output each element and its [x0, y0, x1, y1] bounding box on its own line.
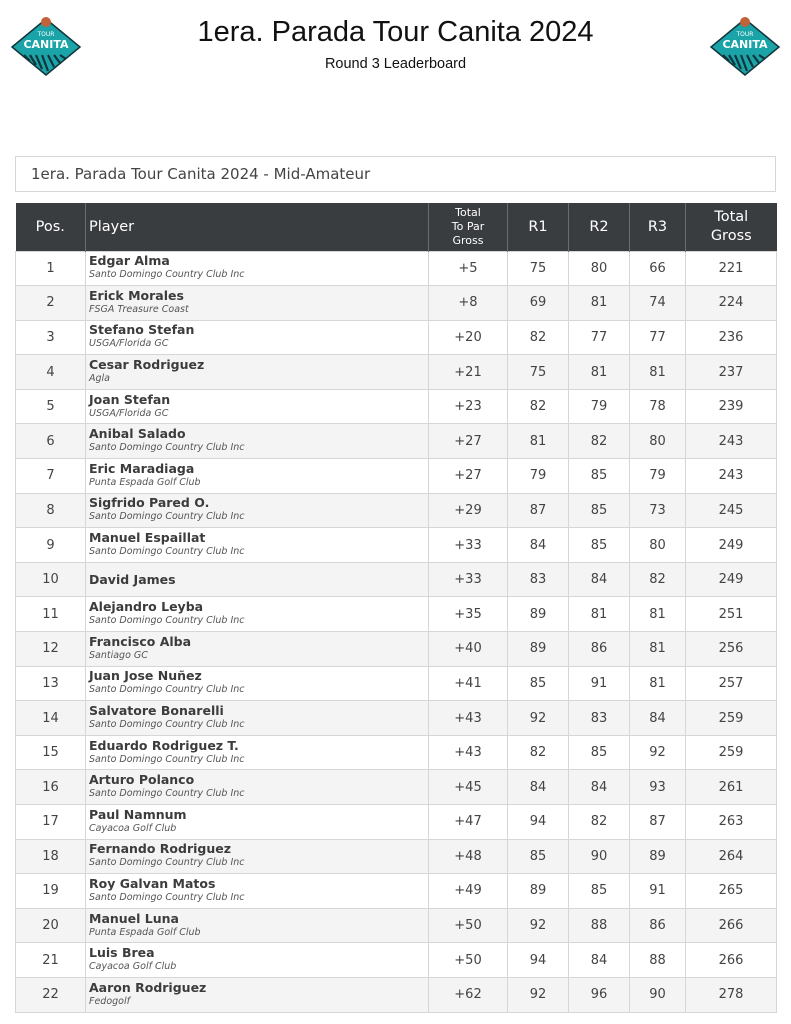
- table-row: [16, 251, 777, 286]
- r1-cell: 92: [508, 977, 569, 1012]
- player-name: Eduardo Rodriguez T.: [89, 737, 239, 753]
- total-to-par-cell: +27: [429, 459, 508, 494]
- player-club: FSGA Treasure Coast: [89, 303, 189, 315]
- total-gross-cell: 265: [686, 874, 777, 909]
- total-gross-cell: 251: [686, 597, 777, 632]
- r1-cell: 84: [508, 528, 569, 563]
- player-club: Fedogolf: [89, 995, 130, 1007]
- player-cell: [86, 666, 429, 701]
- player-name: Francisco Alba: [89, 633, 192, 649]
- total-gross-cell: 245: [686, 493, 777, 528]
- r2-cell: 86: [569, 632, 630, 667]
- position-cell: 13: [16, 666, 86, 701]
- r1-cell: 82: [508, 735, 569, 770]
- player-club: Santo Domingo Country Club Inc: [89, 753, 245, 765]
- player-name: Erick Morales: [89, 287, 184, 303]
- player-cell: [86, 943, 429, 978]
- r1-cell: 92: [508, 908, 569, 943]
- logo-small-text: TOUR: [37, 31, 55, 38]
- position-cell: 19: [16, 874, 86, 909]
- total-to-par-cell: +40: [429, 632, 508, 667]
- r1-cell: 75: [508, 251, 569, 286]
- r1-cell: 89: [508, 874, 569, 909]
- position-cell: 8: [16, 493, 86, 528]
- table-row: [16, 805, 777, 840]
- r1-cell: 94: [508, 805, 569, 840]
- total-to-par-cell: +50: [429, 943, 508, 978]
- player-cell: [86, 389, 429, 424]
- total-gross-cell: 259: [686, 735, 777, 770]
- leaderboard-table: [15, 203, 777, 1013]
- player-club: Santo Domingo Country Club Inc: [89, 511, 245, 523]
- position-cell: 16: [16, 770, 86, 805]
- player-cell: [86, 459, 429, 494]
- player-club: USGA/Florida GC: [89, 407, 169, 419]
- player-club: Cayacoa Golf Club: [89, 822, 177, 834]
- position-cell: 22: [16, 977, 86, 1012]
- total-to-par-cell: +62: [429, 977, 508, 1012]
- player-club: Santo Domingo Country Club Inc: [89, 546, 245, 558]
- total-gross-cell: 224: [686, 286, 777, 321]
- r2-cell: 82: [569, 424, 630, 459]
- table-row: [16, 286, 777, 321]
- r2-cell: 81: [569, 286, 630, 321]
- table-row: [16, 597, 777, 632]
- r2-cell: 90: [569, 839, 630, 874]
- total-gross-cell: 239: [686, 389, 777, 424]
- player-club: Santo Domingo Country Club Inc: [89, 684, 245, 696]
- total-gross-cell: 257: [686, 666, 777, 701]
- total-to-par-cell: +33: [429, 528, 508, 563]
- player-cell: [86, 632, 429, 667]
- player-club: Santo Domingo Country Club Inc: [89, 719, 245, 731]
- table-row: [16, 632, 777, 667]
- table-row: [16, 562, 777, 597]
- total-to-par-cell: +35: [429, 597, 508, 632]
- position-cell: 17: [16, 805, 86, 840]
- table-row: [16, 459, 777, 494]
- total-gross-cell: 256: [686, 632, 777, 667]
- r1-cell: 83: [508, 562, 569, 597]
- r3-cell: 79: [630, 459, 686, 494]
- table-row: [16, 874, 777, 909]
- r3-cell: 84: [630, 701, 686, 736]
- header-topar-line1: Total: [455, 205, 481, 219]
- page-title: 1era. Parada Tour Canita 2024: [197, 16, 594, 48]
- player-name: Paul Namnum: [89, 806, 187, 822]
- table-row: [16, 908, 777, 943]
- header-pos: Pos.: [16, 203, 86, 251]
- header-total-to-par: [429, 203, 508, 251]
- player-name: Arturo Polanco: [89, 772, 195, 788]
- header-gross-line2: Gross: [710, 227, 752, 244]
- r2-cell: 85: [569, 528, 630, 563]
- total-to-par-cell: +8: [429, 286, 508, 321]
- position-cell: 2: [16, 286, 86, 321]
- r2-cell: 84: [569, 770, 630, 805]
- r3-cell: 81: [630, 666, 686, 701]
- player-name: Manuel Luna: [89, 910, 179, 926]
- total-to-par-cell: +50: [429, 908, 508, 943]
- total-gross-cell: 264: [686, 839, 777, 874]
- r3-cell: 81: [630, 597, 686, 632]
- r3-cell: 74: [630, 286, 686, 321]
- r2-cell: 82: [569, 805, 630, 840]
- position-cell: 12: [16, 632, 86, 667]
- r2-cell: 79: [569, 389, 630, 424]
- player-name: Sigfrido Pared O.: [89, 495, 210, 511]
- header-r1: R1: [508, 203, 569, 251]
- position-cell: 4: [16, 355, 86, 390]
- player-cell: [86, 355, 429, 390]
- total-gross-cell: 266: [686, 908, 777, 943]
- position-cell: 1: [16, 251, 86, 286]
- table-row: [16, 943, 777, 978]
- player-cell: [86, 424, 429, 459]
- table-row: [16, 977, 777, 1012]
- player-name: Luis Brea: [89, 945, 155, 961]
- table-row: [16, 389, 777, 424]
- player-name: Manuel Espaillat: [89, 530, 206, 546]
- player-cell: [86, 839, 429, 874]
- table-row: [16, 701, 777, 736]
- r1-cell: 75: [508, 355, 569, 390]
- position-cell: 6: [16, 424, 86, 459]
- page-header: [0, 0, 791, 100]
- player-cell: [86, 251, 429, 286]
- r3-cell: 81: [630, 632, 686, 667]
- total-gross-cell: 243: [686, 424, 777, 459]
- r2-cell: 80: [569, 251, 630, 286]
- total-to-par-cell: +43: [429, 701, 508, 736]
- player-club: Santo Domingo Country Club Inc: [89, 891, 245, 903]
- player-cell: [86, 701, 429, 736]
- player-name: Cesar Rodriguez: [89, 357, 205, 373]
- player-club: Santiago GC: [89, 649, 148, 661]
- r2-cell: 84: [569, 562, 630, 597]
- header-topar-line2: To Par: [451, 219, 485, 233]
- r3-cell: 82: [630, 562, 686, 597]
- r1-cell: 92: [508, 701, 569, 736]
- r3-cell: 92: [630, 735, 686, 770]
- r3-cell: 89: [630, 839, 686, 874]
- player-name: Anibal Salado: [89, 426, 186, 442]
- r3-cell: 87: [630, 805, 686, 840]
- r1-cell: 85: [508, 666, 569, 701]
- player-name: Juan Jose Nuñez: [89, 668, 202, 684]
- r3-cell: 80: [630, 528, 686, 563]
- table-row: [16, 424, 777, 459]
- player-cell: [86, 528, 429, 563]
- table-row: [16, 839, 777, 874]
- r3-cell: 78: [630, 389, 686, 424]
- total-gross-cell: 266: [686, 943, 777, 978]
- r3-cell: 80: [630, 424, 686, 459]
- total-to-par-cell: +45: [429, 770, 508, 805]
- player-name: Aaron Rodriguez: [89, 979, 207, 995]
- r2-cell: 83: [569, 701, 630, 736]
- total-gross-cell: 261: [686, 770, 777, 805]
- player-club: Santo Domingo Country Club Inc: [89, 857, 245, 869]
- header-topar-line3: Gross: [452, 233, 484, 247]
- player-name: Eric Maradiaga: [89, 460, 195, 476]
- total-gross-cell: 237: [686, 355, 777, 390]
- player-name: Roy Galvan Matos: [89, 875, 216, 891]
- total-gross-cell: 249: [686, 562, 777, 597]
- total-to-par-cell: +27: [429, 424, 508, 459]
- player-cell: [86, 874, 429, 909]
- total-gross-cell: 263: [686, 805, 777, 840]
- total-to-par-cell: +41: [429, 666, 508, 701]
- r3-cell: 66: [630, 251, 686, 286]
- r1-cell: 84: [508, 770, 569, 805]
- player-club: Agla: [89, 373, 110, 385]
- table-row: [16, 493, 777, 528]
- table-row: [16, 770, 777, 805]
- total-to-par-cell: +23: [429, 389, 508, 424]
- player-name: Joan Stefan: [89, 391, 171, 407]
- page-subtitle: Round 3 Leaderboard: [324, 56, 467, 72]
- r1-cell: 87: [508, 493, 569, 528]
- player-club: USGA/Florida GC: [89, 338, 169, 350]
- player-cell: [86, 286, 429, 321]
- r3-cell: 90: [630, 977, 686, 1012]
- total-to-par-cell: +49: [429, 874, 508, 909]
- r2-cell: 91: [569, 666, 630, 701]
- header-r2: R2: [569, 203, 630, 251]
- r3-cell: 93: [630, 770, 686, 805]
- position-cell: 3: [16, 320, 86, 355]
- total-gross-cell: 236: [686, 320, 777, 355]
- position-cell: 7: [16, 459, 86, 494]
- total-gross-cell: 243: [686, 459, 777, 494]
- table-row: [16, 735, 777, 770]
- table-row: [16, 320, 777, 355]
- total-to-par-cell: +21: [429, 355, 508, 390]
- player-cell: [86, 908, 429, 943]
- r1-cell: 79: [508, 459, 569, 494]
- r2-cell: 85: [569, 459, 630, 494]
- position-cell: 5: [16, 389, 86, 424]
- r1-cell: 89: [508, 597, 569, 632]
- header-player: Player: [86, 203, 429, 251]
- player-cell: [86, 493, 429, 528]
- player-club: Santo Domingo Country Club Inc: [89, 788, 245, 800]
- r3-cell: 77: [630, 320, 686, 355]
- r1-cell: 69: [508, 286, 569, 321]
- r2-cell: 84: [569, 943, 630, 978]
- r2-cell: 85: [569, 735, 630, 770]
- table-row: [16, 666, 777, 701]
- position-cell: 20: [16, 908, 86, 943]
- player-cell: [86, 562, 429, 597]
- player-cell: [86, 735, 429, 770]
- player-cell: [86, 977, 429, 1012]
- player-club: Santo Domingo Country Club Inc: [89, 442, 245, 454]
- total-gross-cell: 249: [686, 528, 777, 563]
- logo-small-text: TOUR: [736, 31, 754, 38]
- player-cell: [86, 770, 429, 805]
- player-name: Edgar Alma: [89, 253, 170, 269]
- player-club: Punta Espada Golf Club: [89, 476, 201, 488]
- r2-cell: 81: [569, 597, 630, 632]
- position-cell: 14: [16, 701, 86, 736]
- r2-cell: 81: [569, 355, 630, 390]
- position-cell: 11: [16, 597, 86, 632]
- position-cell: 18: [16, 839, 86, 874]
- player-cell: [86, 320, 429, 355]
- total-gross-cell: 259: [686, 701, 777, 736]
- division-title: 1era. Parada Tour Canita 2024 - Mid-Amateur: [15, 156, 776, 192]
- total-to-par-cell: +33: [429, 562, 508, 597]
- r1-cell: 82: [508, 389, 569, 424]
- leaderboard-body: [16, 251, 777, 1012]
- total-to-par-cell: +48: [429, 839, 508, 874]
- total-to-par-cell: +47: [429, 805, 508, 840]
- r3-cell: 81: [630, 355, 686, 390]
- player-name: Salvatore Bonarelli: [89, 703, 224, 719]
- logo-big-text: CANITA: [722, 38, 768, 51]
- r1-cell: 85: [508, 839, 569, 874]
- player-name: Stefano Stefan: [89, 322, 195, 338]
- r2-cell: 88: [569, 908, 630, 943]
- total-to-par-cell: +5: [429, 251, 508, 286]
- table-header-row: [16, 203, 777, 251]
- r3-cell: 86: [630, 908, 686, 943]
- player-name: Fernando Rodriguez: [89, 841, 232, 857]
- r3-cell: 88: [630, 943, 686, 978]
- player-cell: [86, 597, 429, 632]
- player-club: Santo Domingo Country Club Inc: [89, 615, 245, 627]
- position-cell: 21: [16, 943, 86, 978]
- table-row: [16, 355, 777, 390]
- position-cell: 9: [16, 528, 86, 563]
- r1-cell: 94: [508, 943, 569, 978]
- total-gross-cell: 278: [686, 977, 777, 1012]
- r2-cell: 85: [569, 493, 630, 528]
- player-cell: [86, 805, 429, 840]
- r1-cell: 82: [508, 320, 569, 355]
- r3-cell: 73: [630, 493, 686, 528]
- player-club: Santo Domingo Country Club Inc: [89, 269, 245, 281]
- total-to-par-cell: +20: [429, 320, 508, 355]
- total-to-par-cell: +29: [429, 493, 508, 528]
- r1-cell: 81: [508, 424, 569, 459]
- header-total-gross: [686, 203, 777, 251]
- r1-cell: 89: [508, 632, 569, 667]
- tour-canita-logo-right: [709, 15, 781, 77]
- player-club: Punta Espada Golf Club: [89, 926, 201, 938]
- r2-cell: 85: [569, 874, 630, 909]
- position-cell: 15: [16, 735, 86, 770]
- total-to-par-cell: +43: [429, 735, 508, 770]
- r3-cell: 91: [630, 874, 686, 909]
- header-r3: R3: [630, 203, 686, 251]
- position-cell: 10: [16, 562, 86, 597]
- player-club: Cayacoa Golf Club: [89, 961, 177, 973]
- table-row: [16, 528, 777, 563]
- player-name: David James: [89, 571, 176, 587]
- player-name: Alejandro Leyba: [89, 599, 204, 615]
- total-gross-cell: 221: [686, 251, 777, 286]
- logo-big-text: CANITA: [23, 38, 69, 51]
- r2-cell: 77: [569, 320, 630, 355]
- r2-cell: 96: [569, 977, 630, 1012]
- header-gross-line1: Total: [714, 208, 749, 225]
